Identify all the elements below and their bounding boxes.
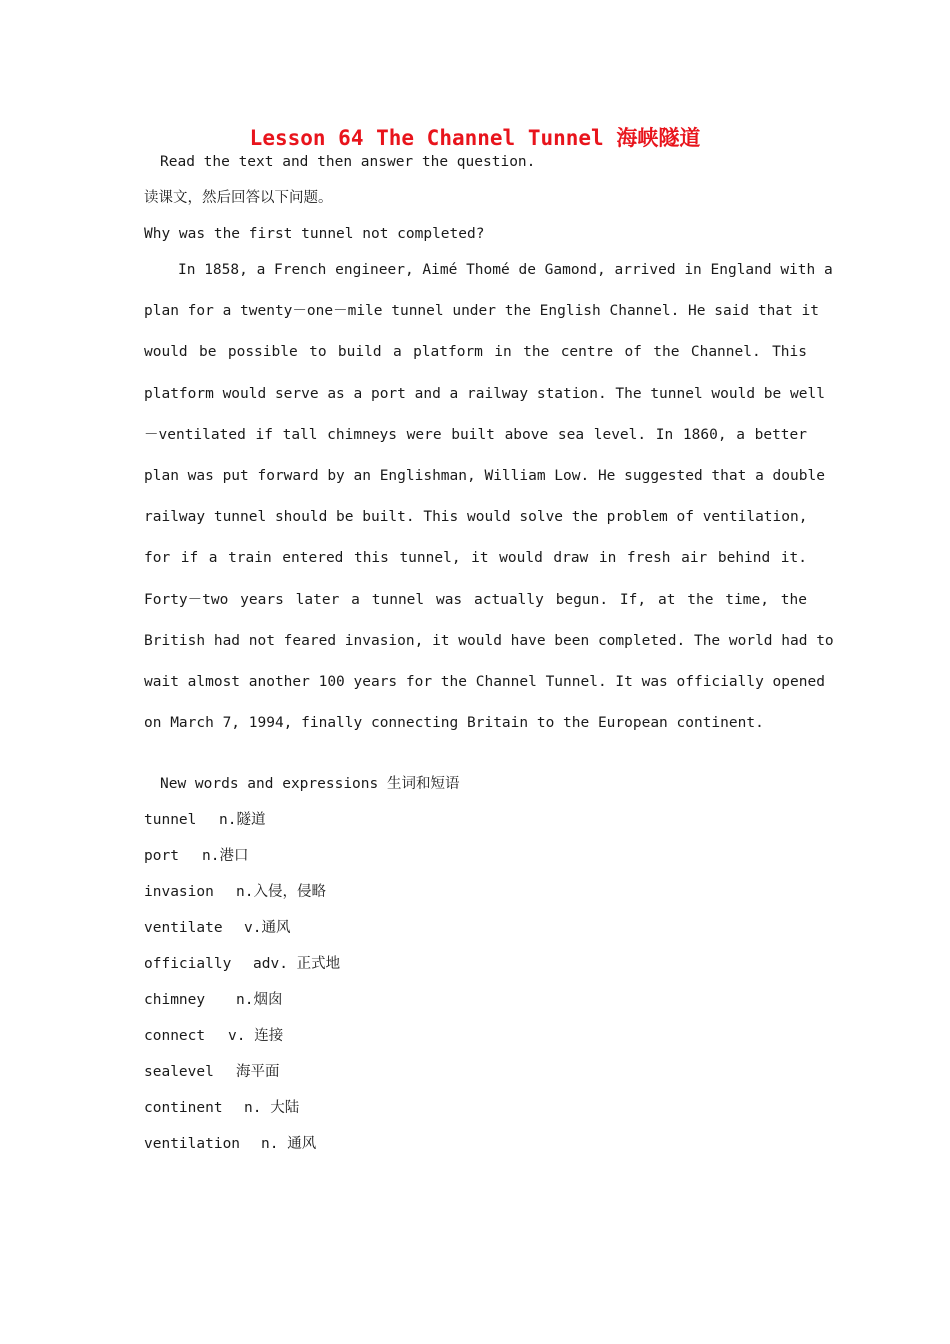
vocab-definition: v. 连接 <box>228 1028 284 1044</box>
passage-line: platform would serve as a port and a railway station. The tunnel would be well <box>144 385 825 402</box>
instruction-english: Read the text and then answer the question. <box>160 154 536 170</box>
vocab-definition: 海平面 <box>236 1064 280 1080</box>
vocab-word: continent <box>144 1100 223 1116</box>
instruction-chinese: 读课文，然后回答以下问题。 <box>144 190 333 206</box>
vocab-item <box>144 954 340 990</box>
vocab-word: tunnel <box>144 812 197 828</box>
vocab-definition: n.港口 <box>202 848 249 864</box>
vocab-list <box>144 810 340 1170</box>
passage-line: －ventilated if tall chimneys were built above sea level. In 1860, a better <box>144 426 807 443</box>
vocab-word: invasion <box>144 884 214 900</box>
vocab-word: ventilation <box>144 1136 241 1152</box>
vocab-item <box>144 1098 340 1134</box>
vocab-definition: v.通风 <box>244 920 291 936</box>
vocab-definition: n. 通风 <box>261 1136 317 1152</box>
vocab-word: port <box>144 848 179 864</box>
vocab-item <box>144 1062 340 1098</box>
vocab-definition: n. 大陆 <box>244 1100 300 1116</box>
vocab-definition: n.入侵，侵略 <box>236 884 326 900</box>
vocab-word: sealevel <box>144 1064 214 1080</box>
vocab-item <box>144 990 340 1026</box>
reading-question: Why was the first tunnel not completed? <box>144 226 485 242</box>
passage-line: railway tunnel should be built. This would solve the problem of ventilation, <box>144 509 808 526</box>
passage-line: plan was put forward by an Englishman, William Low. He suggested that a double <box>144 467 825 484</box>
vocab-definition: n.隧道 <box>219 812 266 828</box>
passage-line: on March 7, 1994, finally connecting Britain to the European continent. <box>144 715 764 732</box>
vocab-item <box>144 1134 340 1170</box>
passage-line: would be possible to build a platform in the centre of the Channel. This <box>144 344 807 361</box>
vocab-definition: n.烟囱 <box>236 992 283 1008</box>
vocab-word: ventilate <box>144 920 223 936</box>
vocab-item <box>144 1026 340 1062</box>
lesson-title: Lesson 64 The Channel Tunnel 海峡隧道 <box>249 126 701 150</box>
vocab-item <box>144 810 340 846</box>
vocab-item <box>144 846 340 882</box>
vocab-definition: adv. 正式地 <box>253 956 341 972</box>
passage-line: for if a train entered this tunnel, it would draw in fresh air behind it. <box>144 550 807 567</box>
vocab-heading: New words and expressions 生词和短语 <box>160 776 460 792</box>
passage-line: plan for a twenty－one－mile tunnel under the English Channel. He said that it <box>144 303 820 320</box>
passage-line: wait almost another 100 years for the Channel Tunnel. It was officially opened <box>144 673 825 690</box>
vocab-word: connect <box>144 1028 206 1044</box>
passage-line: Forty－two years later a tunnel was actually begun. If, at the time, the <box>144 591 807 608</box>
vocab-word: officially <box>144 956 232 972</box>
passage-line: British had not feared invasion, it would have been completed. The world had to <box>144 632 834 649</box>
vocab-item <box>144 882 340 918</box>
passage-line: In 1858, a French engineer, Aimé Thomé de Gamond, arrived in England with a <box>178 262 833 278</box>
passage-text <box>144 253 834 747</box>
vocab-word: chimney <box>144 992 206 1008</box>
vocab-item <box>144 918 340 954</box>
